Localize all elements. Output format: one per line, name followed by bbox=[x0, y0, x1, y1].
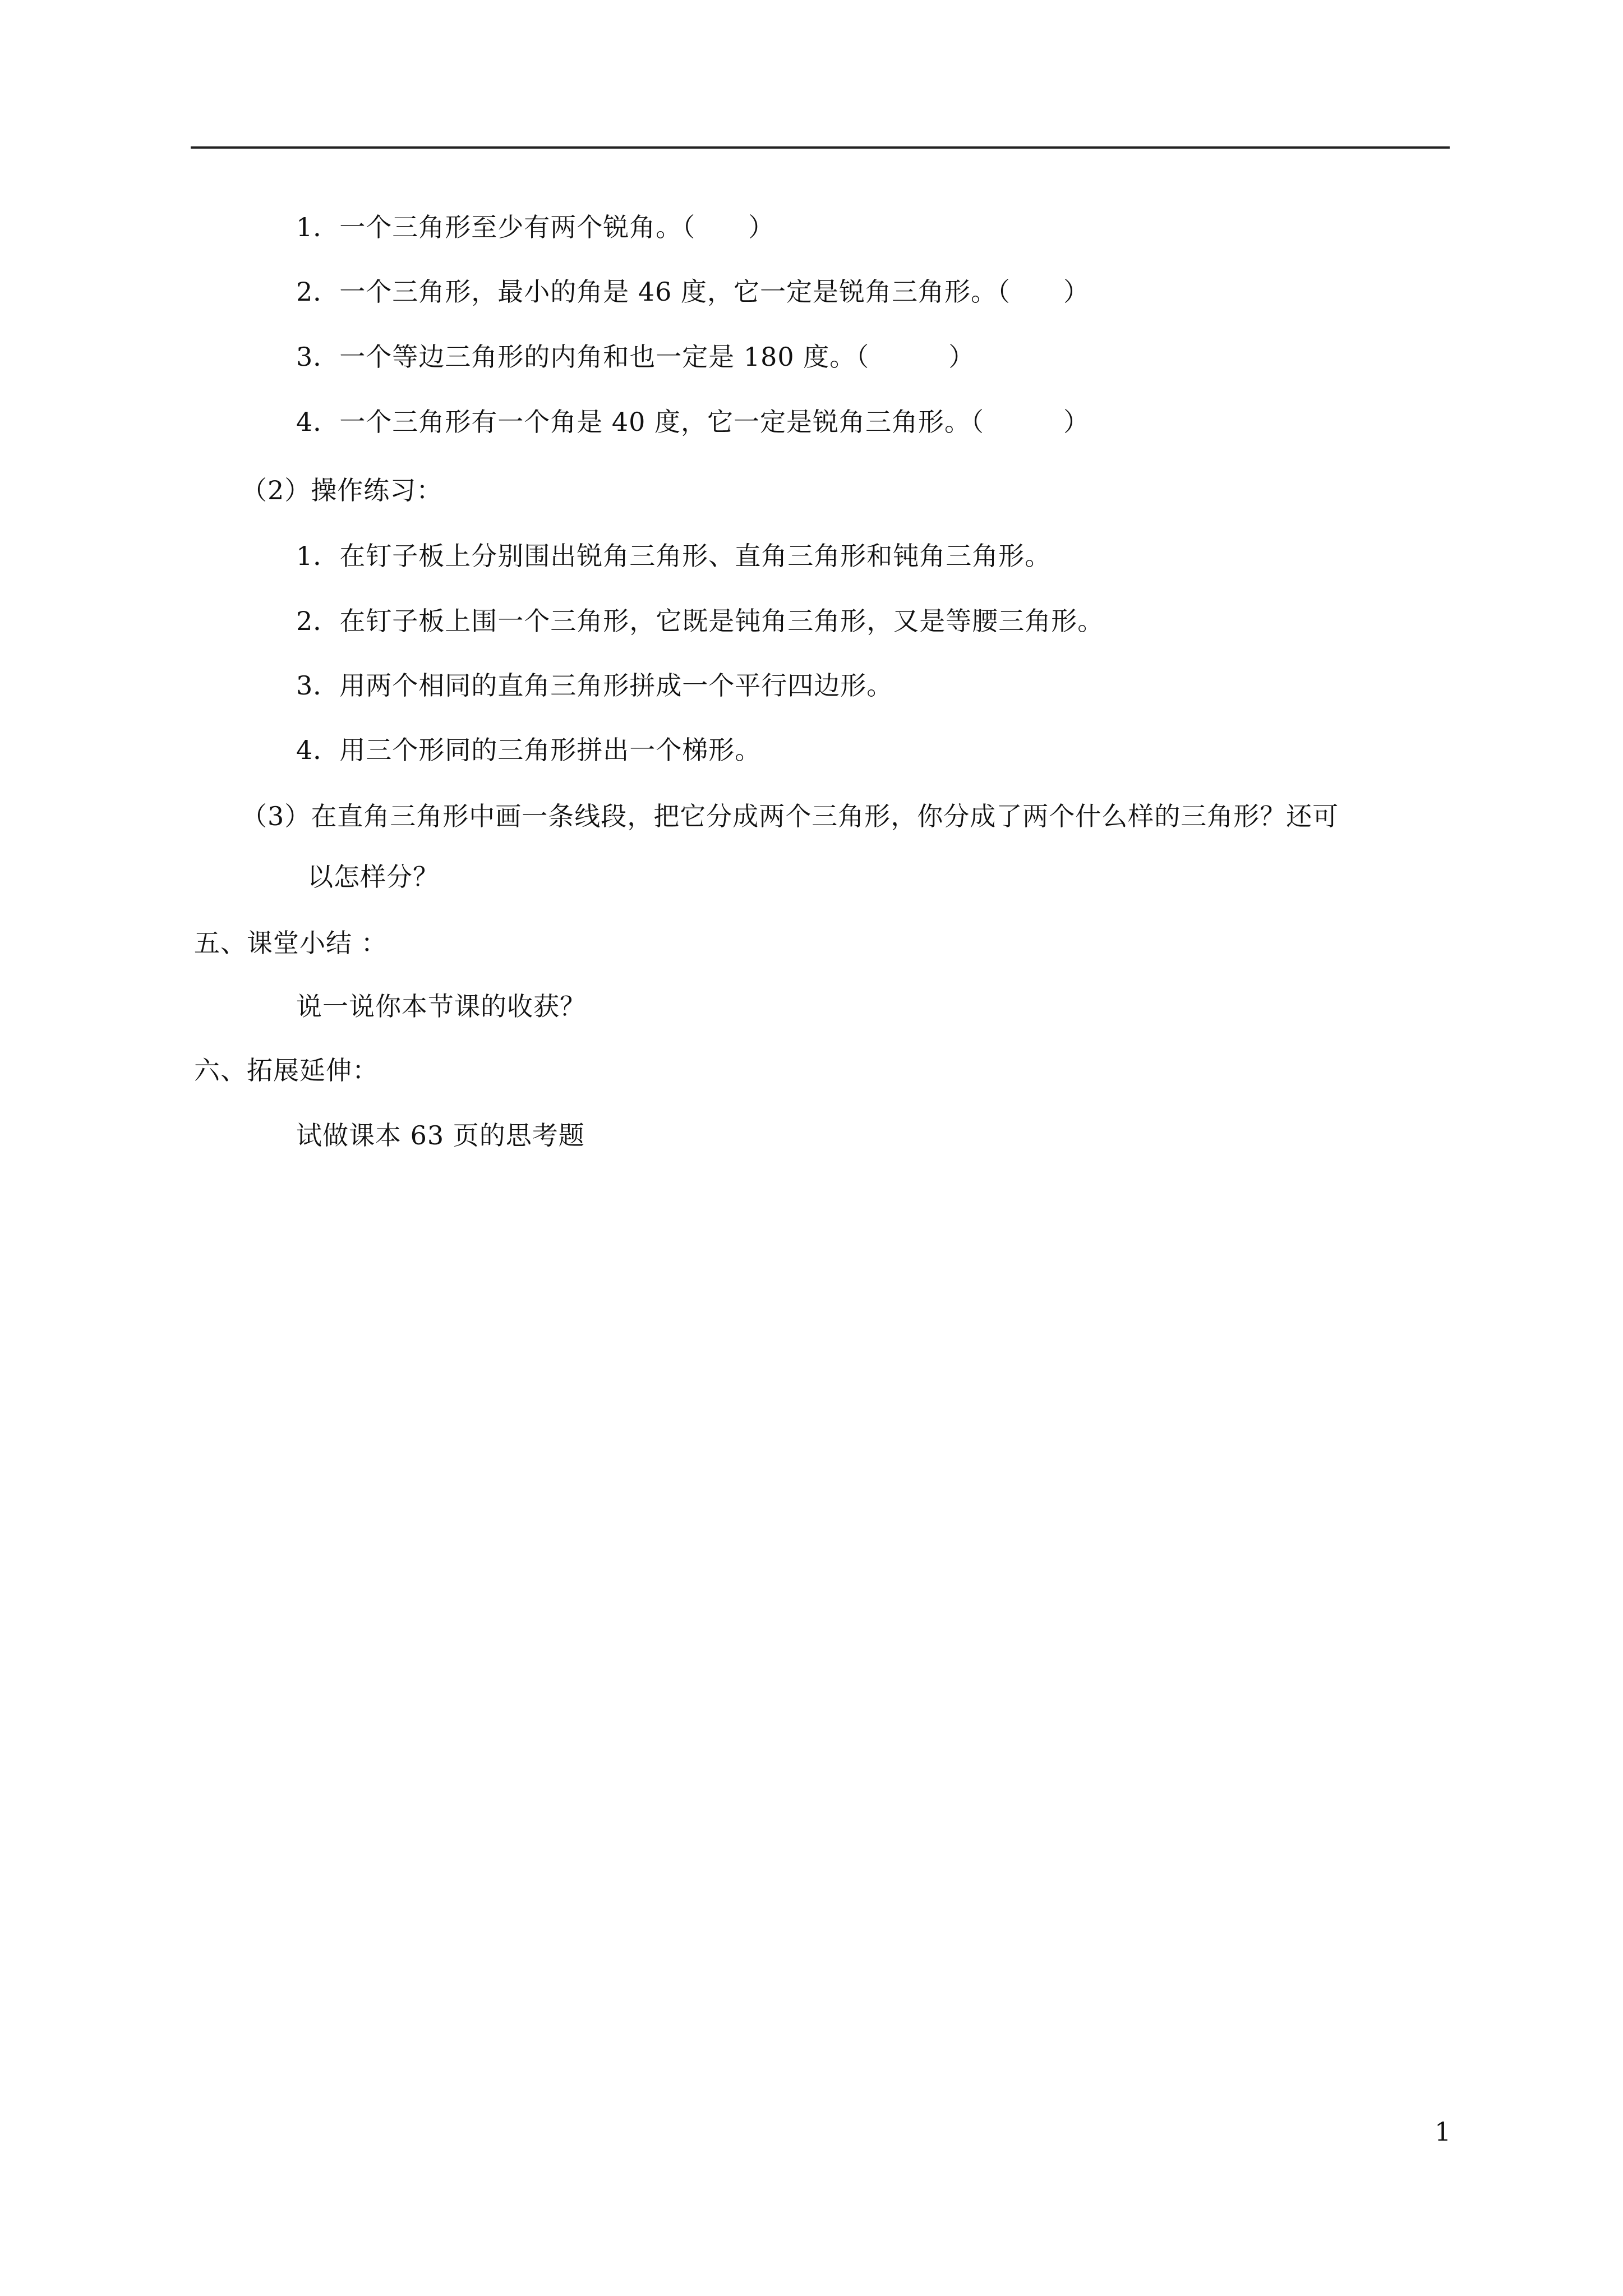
extension-heading: 六、拓展延伸： bbox=[194, 1055, 379, 1085]
operation-item-3: 3．用两个相同的直角三角形拼成一个平行四边形。 bbox=[296, 670, 893, 701]
summary-text: 说一说你本节课的收获？ bbox=[296, 991, 586, 1022]
judgement-item-4: 4．一个三角形有一个角是 40 度，它一定是锐角三角形。（ ） bbox=[296, 407, 1090, 437]
summary-heading: 五、课堂小结 ： bbox=[194, 928, 388, 958]
page-number: 1 bbox=[1435, 2116, 1451, 2147]
judgement-item-2: 2．一个三角形，最小的角是 46 度，它一定是锐角三角形。（ ） bbox=[296, 277, 1090, 307]
operation-item-1: 1．在钉子板上分别围出锐角三角形、直角三角形和钝角三角形。 bbox=[296, 541, 1052, 571]
extension-text: 试做课本 63 页的思考题 bbox=[296, 1120, 585, 1151]
judgement-item-1: 1．一个三角形至少有两个锐角。（ ） bbox=[296, 212, 775, 242]
question3-line1: （3）在直角三角形中画一条线段，把它分成两个三角形，你分成了两个什么样的三角形？还可 bbox=[241, 801, 1339, 831]
judgement-item-3: 3．一个等边三角形的内角和也一定是 180 度。（ ） bbox=[296, 342, 975, 372]
operation-heading: （2）操作练习： bbox=[241, 475, 443, 505]
question3-line2: 以怎样分？ bbox=[307, 862, 439, 892]
operation-item-4: 4．用三个形同的三角形拼出一个梯形。 bbox=[296, 735, 762, 765]
operation-item-2: 2．在钉子板上围一个三角形，它既是钝角三角形，又是等腰三角形。 bbox=[296, 606, 1104, 636]
header-rule bbox=[191, 146, 1450, 149]
